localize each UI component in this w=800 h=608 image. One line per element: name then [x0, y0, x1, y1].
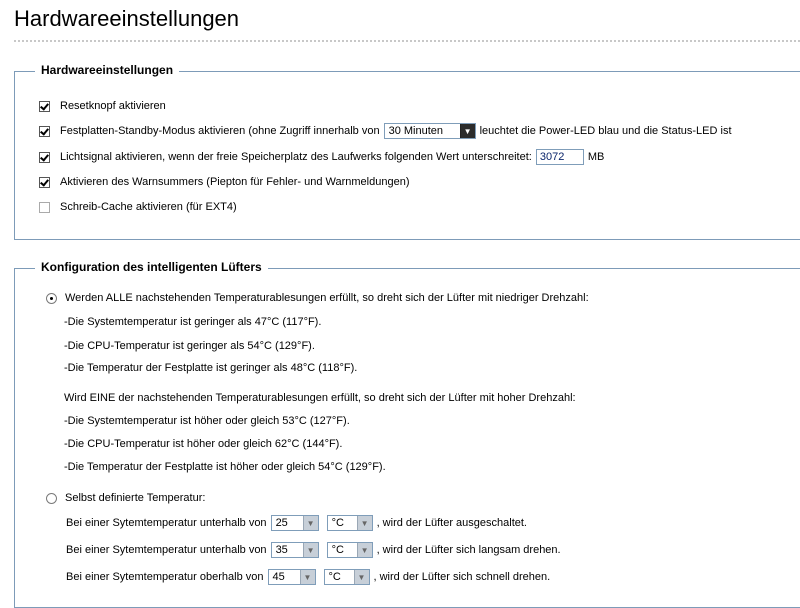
hardware-settings-group — [14, 63, 800, 240]
low-speed-condition-1: -Die Systemtemperatur ist geringer als 47°C (117°F). — [64, 316, 322, 328]
chevron-down-icon: ▼ — [357, 543, 372, 557]
fan-slow-unit-select[interactable] — [327, 542, 373, 558]
fan-slow-unit-value: °C — [331, 544, 344, 556]
custom-temperature-option — [46, 489, 205, 507]
fan-fast-row — [66, 568, 550, 586]
page-title: Hardwareeinstellungen — [14, 6, 240, 31]
fan-slow-temp-select[interactable] — [271, 542, 319, 558]
buzzer-checkbox[interactable] — [39, 177, 50, 188]
reset-button-option — [39, 97, 166, 115]
standby-option — [39, 122, 732, 140]
fan-slow-label: Bei einer Sytemtemperatur unterhalb von — [66, 544, 267, 556]
standby-label: Festplatten-Standby-Modus aktivieren (ohne Zugriff innerhalb von — [60, 125, 380, 137]
fan-off-temp-value: 25 — [275, 517, 288, 529]
chevron-down-icon: ▼ — [357, 516, 372, 530]
chevron-down-icon: ▼ — [303, 543, 318, 557]
fan-fast-suffix: , wird der Lüfter sich schnell drehen. — [373, 571, 551, 583]
fan-fast-unit-value: °C — [328, 571, 341, 583]
auto-fan-option — [46, 289, 589, 307]
high-speed-intro: Wird EINE der nachstehenden Temperaturablesungen erfüllt, so dreht sich der Lüfter mit hoher Drehzahl: — [64, 392, 576, 404]
standby-time-value: 30 Minuten — [388, 125, 444, 137]
reset-button-label: Resetknopf aktivieren — [60, 100, 166, 112]
standby-time-select[interactable] — [384, 123, 476, 139]
chevron-down-icon: ▼ — [460, 124, 475, 138]
high-speed-condition-1: -Die Systemtemperatur ist höher oder gleich 53°C (127°F). — [64, 415, 350, 427]
fan-fast-temp-select[interactable] — [268, 569, 316, 585]
chevron-down-icon: ▼ — [354, 570, 369, 584]
smart-fan-legend: Konfiguration des intelligenten Lüfters — [35, 260, 268, 274]
high-speed-condition-2: -Die CPU-Temperatur ist höher oder gleich 62°C (144°F). — [64, 438, 343, 450]
fan-slow-row — [66, 541, 561, 559]
fan-slow-suffix: , wird der Lüfter sich langsam drehen. — [376, 544, 561, 556]
high-speed-condition-3: -Die Temperatur der Festplatte ist höher oder gleich 54°C (129°F). — [64, 461, 386, 473]
title-divider — [14, 40, 800, 42]
custom-temperature-radio[interactable] — [46, 493, 57, 504]
fan-slow-temp-value: 35 — [275, 544, 288, 556]
fan-off-suffix: , wird der Lüfter ausgeschaltet. — [376, 517, 527, 529]
custom-temperature-label: Selbst definierte Temperatur: — [65, 492, 206, 504]
buzzer-option — [39, 173, 410, 191]
light-signal-option — [39, 148, 604, 166]
standby-checkbox[interactable] — [39, 126, 50, 137]
fan-off-row — [66, 514, 527, 532]
standby-label-after: leuchtet die Power-LED blau und die Status-LED ist — [479, 125, 732, 137]
low-speed-condition-2: -Die CPU-Temperatur ist geringer als 54°C (129°F). — [64, 340, 315, 352]
reset-button-checkbox[interactable] — [39, 101, 50, 112]
low-speed-condition-3: -Die Temperatur der Festplatte ist geringer als 48°C (118°F). — [64, 362, 358, 374]
fan-off-unit-value: °C — [331, 517, 344, 529]
fan-fast-unit-select[interactable] — [324, 569, 370, 585]
fan-off-temp-select[interactable] — [271, 515, 319, 531]
light-signal-label: Lichtsignal aktivieren, wenn der freie Speicherplatz des Laufwerks folgenden Wert unterschreitet: — [60, 151, 532, 163]
auto-fan-radio[interactable] — [46, 293, 57, 304]
fan-off-label: Bei einer Sytemtemperatur unterhalb von — [66, 517, 267, 529]
chevron-down-icon: ▼ — [303, 516, 318, 530]
fan-fast-temp-value: 45 — [272, 571, 285, 583]
auto-fan-label: Werden ALLE nachstehenden Temperaturablesungen erfüllt, so dreht sich der Lüfter mit niedriger Drehzahl: — [65, 292, 589, 304]
fan-off-unit-select[interactable] — [327, 515, 373, 531]
free-space-threshold-input[interactable]: 3072 — [536, 149, 584, 165]
chevron-down-icon: ▼ — [300, 570, 315, 584]
free-space-unit: MB — [587, 151, 605, 163]
light-signal-checkbox[interactable] — [39, 152, 50, 163]
hardware-settings-legend: Hardwareeinstellungen — [35, 63, 179, 77]
write-cache-checkbox[interactable] — [39, 202, 50, 213]
fan-fast-label: Bei einer Sytemtemperatur oberhalb von — [66, 571, 264, 583]
buzzer-label: Aktivieren des Warnsummers (Piepton für Fehler- und Warnmeldungen) — [60, 176, 410, 188]
write-cache-label: Schreib-Cache aktivieren (für EXT4) — [60, 201, 237, 213]
write-cache-option — [39, 198, 237, 216]
